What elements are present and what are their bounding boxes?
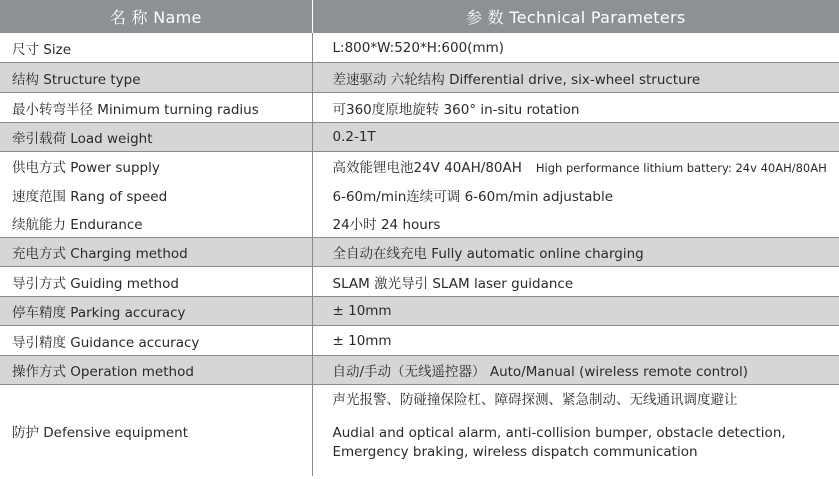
table-row xyxy=(0,93,839,123)
row-name: 操作方式 Operation method xyxy=(0,356,312,385)
header-row xyxy=(0,0,839,33)
row-value: 6-60m/min连续可调 6-60m/min adjustable xyxy=(332,188,614,205)
defense-value-en-2: Emergency braking, wireless dispatch communication xyxy=(332,444,698,460)
row-value: ± 10mm xyxy=(312,326,839,356)
row-value xyxy=(312,385,839,477)
row-value: 全自动在线充电 Fully automatic online charging xyxy=(312,238,839,267)
row-name: 续航能力 Endurance xyxy=(0,209,312,238)
table-row xyxy=(0,180,839,209)
row-value-main: 高效能锂电池24V 40AH/80AH xyxy=(332,160,522,176)
row-value-small: High performance lithium battery: 24v 40AH/80AH xyxy=(535,161,827,175)
row-value: 0.2-1T xyxy=(312,123,839,152)
table-row xyxy=(0,152,839,181)
table-row xyxy=(0,63,839,93)
row-name: 速度范围 Rang of speed xyxy=(0,180,312,209)
table-row xyxy=(0,297,839,326)
row-name: 停车精度 Parking accuracy xyxy=(0,297,312,326)
table-row xyxy=(0,123,839,152)
table-row xyxy=(0,238,839,267)
row-value: 差速驱动 六轮结构 Differential drive, six-wheel structure xyxy=(312,63,839,93)
row-name: 导引方式 Guiding method xyxy=(0,267,312,297)
defense-value-en-1: Audial and optical alarm, anti-collision bumper, obstacle detection, xyxy=(332,425,786,441)
row-name: 最小转弯半径 Minimum turning radius xyxy=(0,93,312,123)
row-value: 自动/手动（无线遥控器） Auto/Manual (wireless remote control) xyxy=(312,356,839,385)
table-row xyxy=(0,326,839,356)
header-parameters: 参 数 Technical Parameters xyxy=(312,0,839,33)
row-name: 防护 Defensive equipment xyxy=(0,385,312,477)
defense-value-cn: 声光报警、防碰撞保险杠、障碍探测、紧急制动、无线通讯调度避让 xyxy=(332,392,738,408)
table-row xyxy=(0,356,839,385)
header-name: 名 称 Name xyxy=(0,0,312,33)
row-name: 牵引载荷 Load weight xyxy=(0,123,312,152)
row-name: 充电方式 Charging method xyxy=(0,238,312,267)
table-row-defense xyxy=(0,385,839,477)
table-row xyxy=(0,33,839,63)
row-value: L:800*W:520*H:600(mm) xyxy=(312,33,839,63)
row-name: 结构 Structure type xyxy=(0,63,312,93)
row-name: 导引精度 Guidance accuracy xyxy=(0,326,312,356)
table-row xyxy=(0,209,839,238)
row-name: 尺寸 Size xyxy=(0,33,312,63)
row-value: 可360度原地旋转 360° in-situ rotation xyxy=(312,93,839,123)
row-value: ± 10mm xyxy=(312,297,839,326)
row-value: 24小时 24 hours xyxy=(312,209,839,238)
row-value xyxy=(312,152,839,181)
row-name: 供电方式 Power supply xyxy=(0,152,312,181)
table-row xyxy=(0,267,839,297)
row-value: SLAM 激光导引 SLAM laser guidance xyxy=(312,267,839,297)
